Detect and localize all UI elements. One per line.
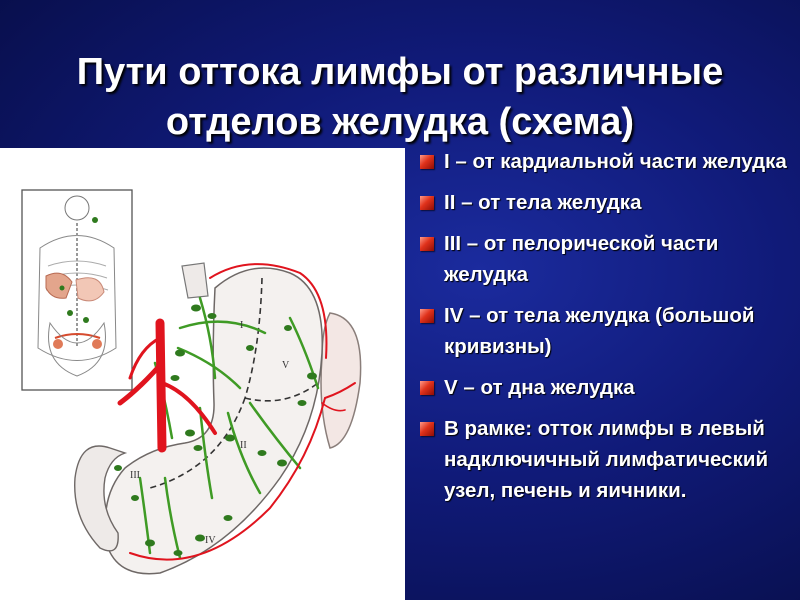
red-square-bullet-icon (420, 422, 434, 436)
bullet-text: В рамке: отток лимфы в левый надключичный лимфатический узел, печень и яичники. (444, 417, 769, 502)
region-label: III (130, 470, 140, 481)
red-square-bullet-icon (420, 237, 434, 251)
region-label: IV (205, 535, 216, 546)
region-label: V (282, 360, 290, 371)
bullet-text: II – от тела желудка (444, 191, 642, 214)
bullet-text: V – от дна желудка (444, 376, 635, 399)
region-label: I (240, 320, 244, 331)
red-square-bullet-icon (420, 155, 434, 169)
region-label: II (240, 440, 247, 451)
bullet-item (418, 228, 790, 290)
stomach-lymph-illustration (0, 148, 405, 600)
red-square-bullet-icon (420, 381, 434, 395)
bullet-item (418, 413, 790, 506)
bullet-text: III – от пелорической части желудка (444, 232, 719, 286)
bullet-text: I – от кардиальной части желудка (444, 150, 787, 173)
slide-title-line-2: отделов желудка (схема) (165, 101, 635, 144)
bullet-text: IV – от тела желудка (большой кривизны) (444, 304, 755, 358)
slide-title (0, 47, 800, 147)
bullet-item (418, 187, 790, 218)
esophagus (182, 263, 208, 298)
red-square-bullet-icon (420, 196, 434, 210)
red-square-bullet-icon (420, 309, 434, 323)
bullet-item (418, 300, 790, 362)
bullet-list (418, 146, 790, 516)
bullet-item (418, 146, 790, 177)
bullet-item (418, 372, 790, 403)
stomach-lymph-diagram (0, 148, 405, 600)
slide-title-line-1: Пути оттока лимфы от различные (76, 51, 724, 94)
